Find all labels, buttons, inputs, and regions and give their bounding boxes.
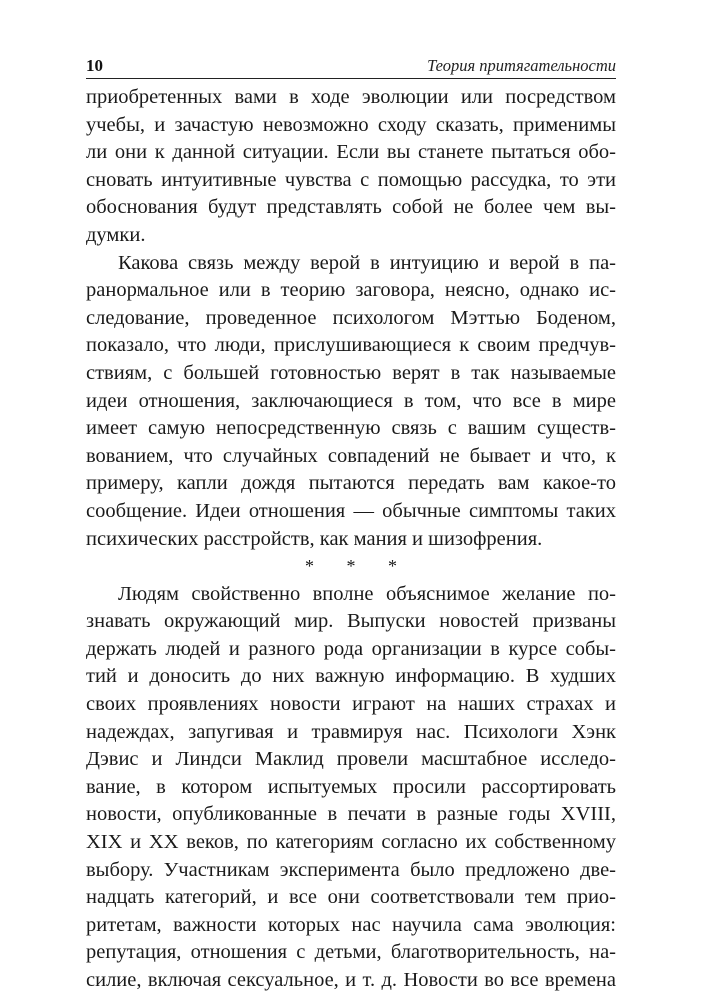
text-line: тий и доносить до них важную информацию. В худших: [86, 665, 616, 688]
text-line: XIX и XX веков, по категориям согласно их собственному: [86, 831, 616, 854]
text-line: вание, в котором испытуемых просили рассортировать: [86, 775, 616, 798]
text-line: примеру, капли дождя пытаются передать вам какое-то: [86, 472, 616, 495]
text-line: Какова связь между верой в интуицию и верой в па-: [118, 251, 616, 274]
text-line: Людям свойственно вполне объяснимое желание по-: [118, 582, 616, 605]
running-head: [86, 56, 616, 79]
page-number: 10: [86, 56, 103, 75]
text-line: вованием, что случайных совпадений не бывает и что, к: [86, 444, 616, 467]
text-line: новости, опубликованные в печати в разные годы XVIII,: [86, 803, 616, 826]
text-line: имеет самую непосредственную связь с вашим существ-: [86, 417, 616, 440]
text-line: обоснования будут представлять собой не более чем вы-: [86, 196, 616, 219]
paragraph: [86, 84, 616, 250]
book-title: Теория притягательности: [427, 56, 616, 75]
paragraph: [86, 581, 616, 995]
text-line: надцать категорий, и все они соответствовали тем прио-: [86, 886, 616, 909]
text-line: репутация, отношения с детьми, благотворительность, на-: [86, 941, 616, 964]
text-line: надеждах, запугивая и травмируя нас. Психологи Хэнк: [86, 720, 616, 743]
text-line: думки.: [86, 223, 146, 246]
text-line: ли они к данной ситуации. Если вы станете пытаться обо-: [86, 141, 616, 164]
text-line: Дэвис и Линдси Маклид провели масштабное исследо-: [86, 748, 616, 771]
text-line: следование, проведенное психологом Мэттью Боденом,: [86, 306, 616, 329]
text-line: учебы, и зачастую невозможно сходу сказать, применимы: [86, 113, 616, 136]
text-line: сновать интуитивные чувства с помощью рассудка, то эти: [86, 168, 616, 191]
text-line: идеи отношения, заключающиеся в том, что все в мире: [86, 389, 616, 412]
text-line: силие, включая сексуальное, и т. д. Новости во все времена: [86, 969, 616, 991]
text-line: приобретенных вами в ходе эволюции или посредством: [86, 86, 616, 108]
text-line: ствиям, с большей готовностью верят в так называемые: [86, 361, 616, 384]
text-line: ранормальное или в теорию заговора, неясно, однако ис-: [86, 279, 616, 302]
text-line: сообщение. Идеи отношения — обычные симптомы таких: [86, 499, 616, 522]
text-line: держать людей и разного рода организации в курсе собы-: [86, 637, 616, 660]
text-line: выбору. Участникам эксперимента было предложено две-: [86, 858, 616, 881]
paragraph: [86, 250, 616, 554]
text-line: знавать окружающий мир. Выпуски новостей призваны: [86, 610, 616, 633]
text-line: своих проявлениях новости играют на наших страхах и: [86, 693, 616, 716]
text-line: ритетам, важности которых нас научила сама эволюция:: [86, 913, 616, 936]
text-line: психических расстройств, как мания и шизофрения.: [86, 527, 543, 550]
section-separator: * * *: [305, 556, 411, 577]
body-text: [86, 84, 616, 995]
text-line: показало, что люди, прислушивающиеся к своим предчув-: [86, 334, 616, 357]
